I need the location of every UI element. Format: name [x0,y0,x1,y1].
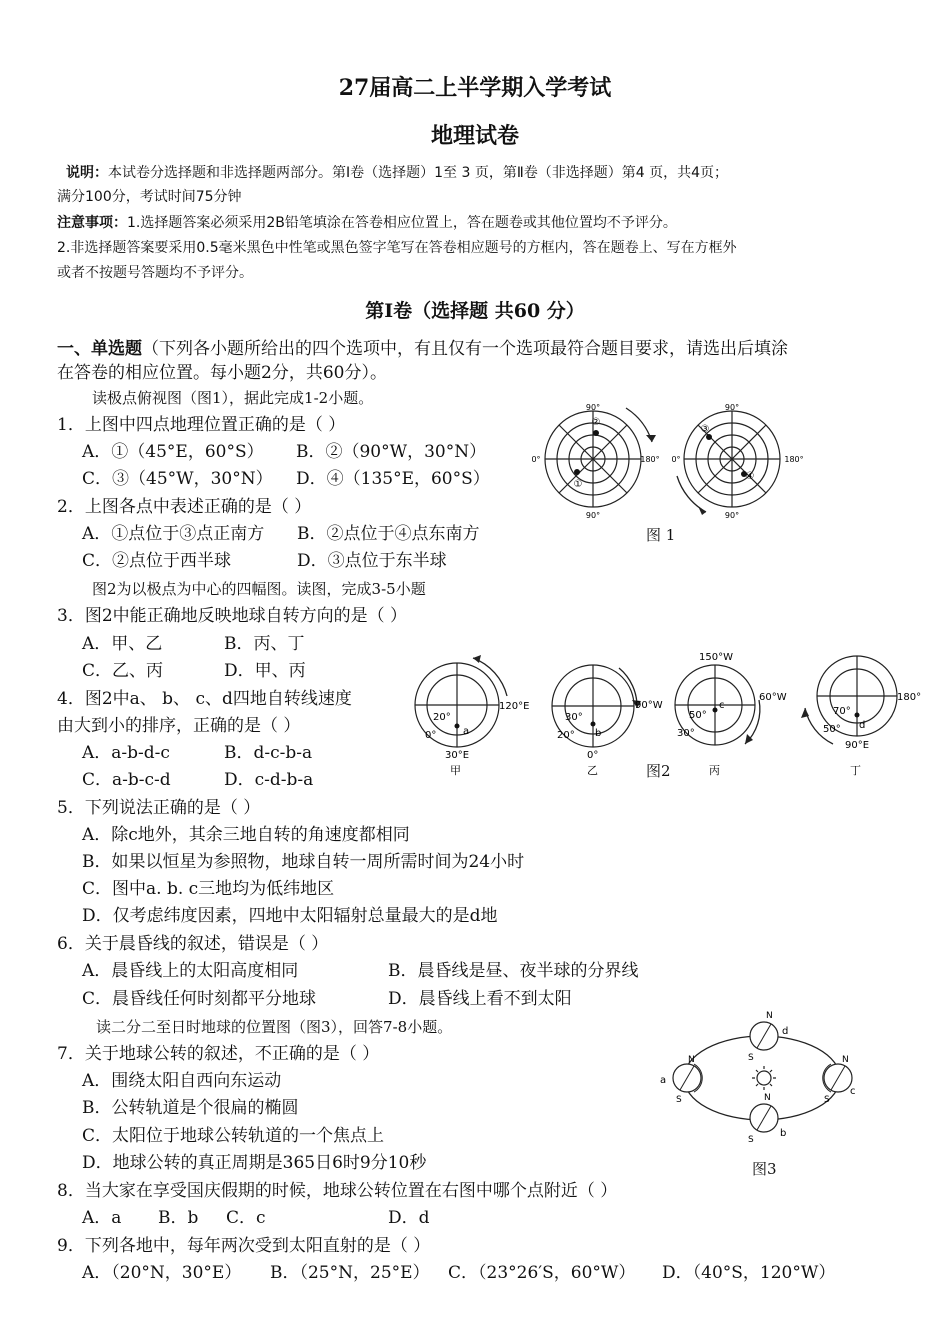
q5-option-b: B．如果以恒星为参照物，地球自转一周所需时间为24小时 [82,852,525,872]
fig1-label-right-right: 180° [784,455,804,464]
instruction-1: 读极点俯视图（图1），据此完成1-2小题。 [92,389,374,407]
fig3-label-a: a [660,1075,667,1086]
q3-option-c: C．乙、丙 [82,661,164,681]
q6-option-a: A．晨昏线上的太阳高度相同 [82,961,299,981]
fig2-bing-dot [713,708,718,713]
q8-option-c: C．c [226,1208,266,1228]
fig3-label-d: d [782,1026,789,1037]
fig2-yi-lon0: 0° [587,750,599,761]
fig3-label-c: c [850,1086,856,1097]
fig2-jia-lat0: 0° [425,730,437,741]
fig2-ding-lon180: 180° [897,692,922,703]
fig2-jia-name: 甲 [450,764,461,777]
instruction-3: 读二分二至日时地球的位置图（图3），回答7-8小题。 [96,1018,453,1036]
fig3-earth-c [823,1064,852,1092]
fig3-label-b: b [780,1128,787,1139]
figure-3-caption: 图3 [752,1160,777,1178]
q4-option-b: B．d-c-b-a [224,743,313,763]
fig2-jia-arrow [473,658,507,696]
fig1-dot-2 [593,430,599,436]
q2-stem: 2．上图各点中表述正确的是（ ） [57,497,312,517]
subject-title: 地理试卷 [430,123,519,149]
q2-option-c: C．②点位于西半球 [82,551,232,571]
q8-option-b: B．b [158,1208,199,1228]
q4-stem-line1: 4．图2中a、 b、 c、d四地自转线速度 [57,689,352,709]
q7-option-d: D．地球公转的真正周期是365日6时9分10秒 [82,1153,427,1173]
note-text: 本试卷分选择题和非选择题两部分。第Ⅰ卷（选择题）1至 3 页，第Ⅱ卷（非选择题）第4 页，共4页； [108,165,728,181]
q1-option-c: C．③（45°W，30°N） [82,469,273,489]
fig3-a-north: N [688,1055,695,1065]
fig2-jia-dot [455,724,460,729]
fig2-bing-point: c [719,700,725,711]
fig2-ding-name: 丁 [850,764,861,777]
fig1-point-4: ④ [745,471,755,482]
fig1-label-bottom-right: 90° [724,511,740,520]
note-line2: 满分100分，考试时间75分钟 [57,189,242,205]
exam-title: 27届高二上半学期入学考试 [338,75,612,101]
note-line1 [66,162,728,184]
fig2-yi-point: b [595,728,602,739]
fig2-bing-lat50: 50° [689,710,707,721]
fig1-label-top-left: 90° [585,403,601,412]
section1-desc1: （下列各小题所给出的四个选项中，有且仅有一个选项最符合题目要求，请选出后填涂 [142,339,788,359]
q6-option-c: C．晨昏线任何时刻都平分地球 [82,989,317,1009]
fig3-d-north: N [766,1011,773,1021]
fig2-ding-lat70: 70° [833,706,851,717]
q5-option-c: C．图中a. b. c三地均为低纬地区 [82,879,335,899]
q7-option-a: A．围绕太阳自西向东运动 [82,1071,282,1091]
q8-option-a: A．a [82,1208,122,1228]
figure-1-polar-view [530,402,820,522]
q3-stem: 3．图2中能正确地反映地球自转方向的是（ ） [57,606,408,626]
q2-option-a: A．①点位于③点正南方 [82,524,265,544]
fig2-bing-lon60w: 60°W [759,692,787,703]
fig2-jia-lon120e: 120°E [499,701,530,712]
q3-option-b: B．丙、丁 [224,634,305,654]
fig1-point-2: ② [591,417,601,428]
q6-option-d: D．晨昏线上看不到太阳 [388,989,572,1009]
fig2-jia-lon30e: 30°E [445,750,470,761]
fig1-label-left-left: 0° [531,455,541,464]
q8-option-d: D．d [388,1208,430,1228]
fig1-point-1: ① [573,479,583,490]
fig1-label-bottom-left: 90° [585,511,601,520]
q5-option-d: D．仅考虑纬度因素，四地中太阳辐射总量最大的是d地 [82,906,498,926]
fig2-bing-name: 丙 [709,764,720,777]
fig2-bing-lon150w: 150°W [699,652,733,663]
q1-stem: 1．上图中四点地理位置正确的是（ ） [57,415,346,435]
figure-3-earth-orbit [652,1006,872,1156]
q7-option-c: C．太阳位于地球公转轨道的一个焦点上 [82,1126,385,1146]
fig3-earth-b [750,1104,778,1132]
fig2-yi-lat20: 20° [557,730,575,741]
note-label: 说明： [66,165,108,181]
fig2-ding-lat50: 50° [823,724,841,735]
q7-option-b: B．公转轨道是个很扁的椭圆 [82,1098,299,1118]
fig2-ding-dot [855,713,860,718]
fig3-b-south: S [748,1135,754,1145]
fig3-b-north: N [764,1093,771,1103]
q1-option-d: D．④（135°E，60°S） [296,469,490,489]
q3-option-d: D．甲、丙 [224,661,306,681]
fig2-yi-dot [591,722,596,727]
q6-option-b: B．晨昏线是昼、夜半球的分界线 [388,961,639,981]
section1-line1 [57,338,788,360]
fig1-label-left-right: 0° [671,455,681,464]
attention-line2: 2.非选择题答案要采用0.5毫米黑色中性笔或黑色签字笔写在答卷相应题号的方框内，答在题卷上、写在方框外 [57,240,737,256]
attention-line1 [57,212,677,234]
fig3-c-south: S [824,1095,830,1105]
section-title: 第Ⅰ卷（选择题 共60 分） [365,300,585,322]
section1-desc2: 在答卷的相应位置。每小题2分，共60分）。 [57,363,387,383]
q5-stem: 5．下列说法正确的是（ ） [57,798,261,818]
attention-line3: 或者不按题号答题均不予评分。 [57,265,253,281]
q8-stem: 8．当大家在享受国庆假期的时候，地球公转位置在右图中哪个点附近（ ） [57,1181,618,1201]
section1-label: 一、单选题 [57,339,142,359]
q1-option-b: B．②（90°W，30°N） [296,442,487,462]
fig1-rotation-arrow-right [677,476,706,512]
fig1-dot-1 [574,469,580,475]
q4-stem-line2: 由大到小的排序，正确的是（ ） [57,716,301,736]
q2-option-d: D．③点位于东半球 [297,551,447,571]
fig3-a-south: S [676,1095,682,1105]
fig3-sun [752,1066,776,1090]
fig2-yi-name: 乙 [587,764,598,777]
fig2-bing-lat30: 30° [677,728,695,739]
fig3-c-north: N [842,1055,849,1065]
fig2-jia-point: a [463,726,470,737]
fig2-jia-lat20: 20° [433,712,451,723]
q4-option-c: C．a-b-c-d [82,770,171,790]
q9-option-c: C．（23°26′S，60°W） [448,1263,636,1283]
q7-stem: 7．关于地球公转的叙述，不正确的是（ ） [57,1044,380,1064]
q2-option-b: B．②点位于④点东南方 [297,524,480,544]
attention-label: 注意事项： [57,215,127,231]
fig3-earth-a [673,1064,702,1092]
fig2-yi-lon90w: 90°W [635,700,663,711]
q4-option-a: A．a-b-d-c [82,743,170,763]
fig1-label-right-left: 180° [640,455,660,464]
fig3-d-south: S [748,1053,754,1063]
attention-text: 1.选择题答案必须采用2B铅笔填涂在答卷相应位置上，答在题卷或其他位置均不予评分。 [127,215,677,231]
figure-1-caption: 图 1 [646,526,676,544]
fig2-yi-lat30: 30° [565,712,583,723]
fig3-earth-d [750,1022,778,1050]
fig1-point-3: ③ [700,424,710,435]
fig2-ding-lon90e: 90°E [845,740,870,751]
fig2-ding-point: d [859,720,866,731]
q6-stem: 6．关于晨昏线的叙述，错误是（ ） [57,934,329,954]
q9-option-d: D．（40°S，120°W） [662,1263,836,1283]
q9-stem: 9．下列各地中，每年两次受到太阳直射的是（ ） [57,1236,431,1256]
fig1-circle-right [684,411,780,507]
q3-option-a: A．甲、乙 [82,634,163,654]
q9-option-b: B．（25°N，25°E） [270,1263,430,1283]
instruction-2: 图2为以极点为中心的四幅图。读图，完成3-5小题 [92,580,426,598]
fig1-label-top-right: 90° [724,403,740,412]
q4-option-d: D．c-d-b-a [224,770,314,790]
figure-2-caption: 图2 [646,762,671,780]
q1-option-a: A．①（45°E，60°S） [82,442,264,462]
q9-option-a: A．（20°N，30°E） [82,1263,242,1283]
q5-option-a: A．除c地外，其余三地自转的角速度都相同 [82,825,410,845]
